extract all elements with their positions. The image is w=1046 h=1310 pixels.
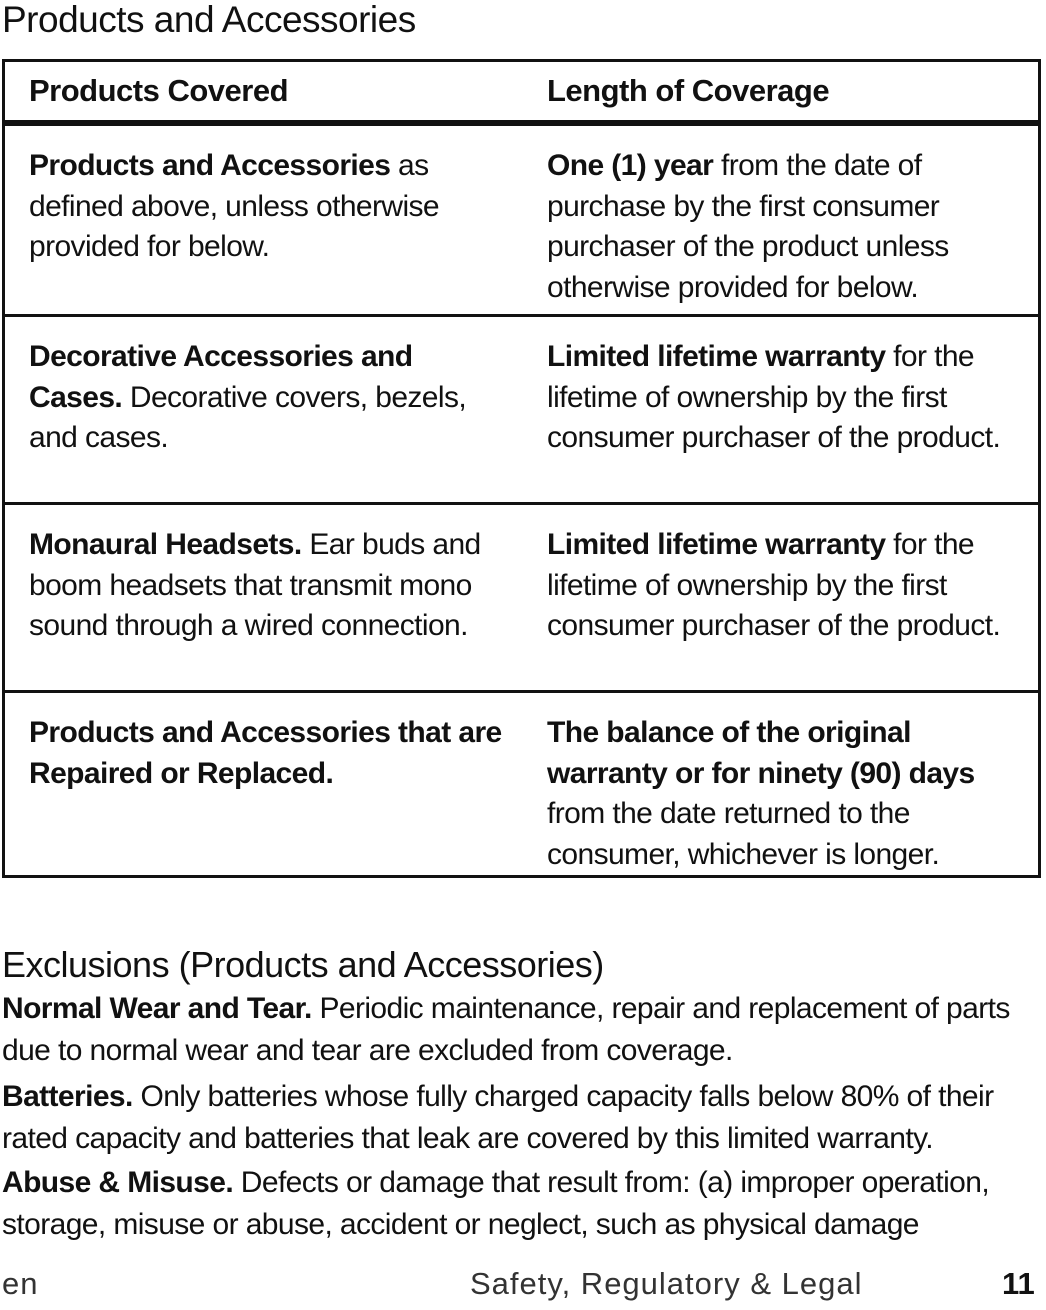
product-name: Products and Accessories bbox=[29, 149, 391, 182]
exclusion-heading: Normal Wear and Tear. bbox=[2, 992, 312, 1025]
column-header-coverage: Length of Coverage bbox=[547, 73, 830, 108]
product-name: Monaural Headsets. bbox=[29, 528, 302, 561]
coverage-cell bbox=[523, 713, 1038, 875]
product-description: as defined above, unless otherwise provided for below. bbox=[29, 149, 440, 263]
table-row bbox=[5, 314, 1038, 502]
coverage-table bbox=[2, 59, 1041, 878]
footer-section-title: Safety, Regulatory & Legal bbox=[470, 1266, 863, 1301]
coverage-description: from the date of purchase by the first consumer purchaser of the product unless otherwise provided for below. bbox=[547, 149, 949, 304]
exclusion-paragraph-wear bbox=[2, 988, 1042, 1072]
exclusion-text: Only batteries whose fully charged capacity falls below 80% of their rated capacity and batteries that leak are covered by this limited warranty. bbox=[2, 1080, 994, 1155]
exclusion-paragraph-batteries bbox=[2, 1076, 1042, 1160]
exclusion-text: Periodic maintenance, repair and replacement of parts due to normal wear and tear are excluded from coverage. bbox=[2, 992, 1010, 1067]
product-name: Decorative Accessories and Cases. bbox=[29, 340, 413, 414]
table-row bbox=[5, 690, 1038, 875]
section-title: Products and Accessories bbox=[2, 0, 416, 40]
coverage-cell bbox=[523, 146, 1038, 314]
product-cell bbox=[5, 713, 523, 875]
exclusion-text: Defects or damage that result from: (a) improper operation, storage, misuse or abuse, accident or neglect, such as physical damage bbox=[2, 1166, 990, 1241]
column-header-products: Products Covered bbox=[29, 73, 289, 108]
coverage-description: from the date returned to the consumer, whichever is longer. bbox=[547, 797, 940, 871]
table-row bbox=[5, 502, 1038, 690]
coverage-term: Limited lifetime warranty bbox=[547, 340, 886, 373]
table-row bbox=[5, 126, 1038, 314]
exclusion-heading: Abuse & Misuse. bbox=[2, 1166, 234, 1199]
page-number: 11 bbox=[1002, 1266, 1035, 1301]
product-cell bbox=[5, 337, 523, 502]
coverage-description: for the lifetime of ownership by the first consumer purchaser of the product. bbox=[547, 340, 1001, 454]
coverage-term: One (1) year bbox=[547, 149, 714, 182]
product-description: Ear buds and boom headsets that transmit mono sound through a wired connection. bbox=[29, 528, 481, 642]
product-cell bbox=[5, 525, 523, 690]
product-name: Products and Accessories that are Repaired or Replaced. bbox=[29, 716, 502, 790]
exclusion-heading: Batteries. bbox=[2, 1080, 133, 1113]
table-header-row bbox=[5, 62, 1038, 126]
coverage-description: for the lifetime of ownership by the first consumer purchaser of the product. bbox=[547, 528, 1001, 642]
footer-language: en bbox=[2, 1266, 39, 1301]
exclusion-paragraph-abuse bbox=[2, 1162, 1042, 1246]
coverage-cell bbox=[523, 337, 1038, 502]
product-cell bbox=[5, 146, 523, 314]
product-description: Decorative covers, bezels, and cases. bbox=[29, 380, 467, 454]
coverage-term: Limited lifetime warranty bbox=[547, 528, 886, 561]
coverage-cell bbox=[523, 525, 1038, 690]
exclusions-title: Exclusions (Products and Accessories) bbox=[2, 944, 604, 985]
coverage-term: The balance of the original warranty or for ninety (90) days bbox=[547, 716, 975, 790]
